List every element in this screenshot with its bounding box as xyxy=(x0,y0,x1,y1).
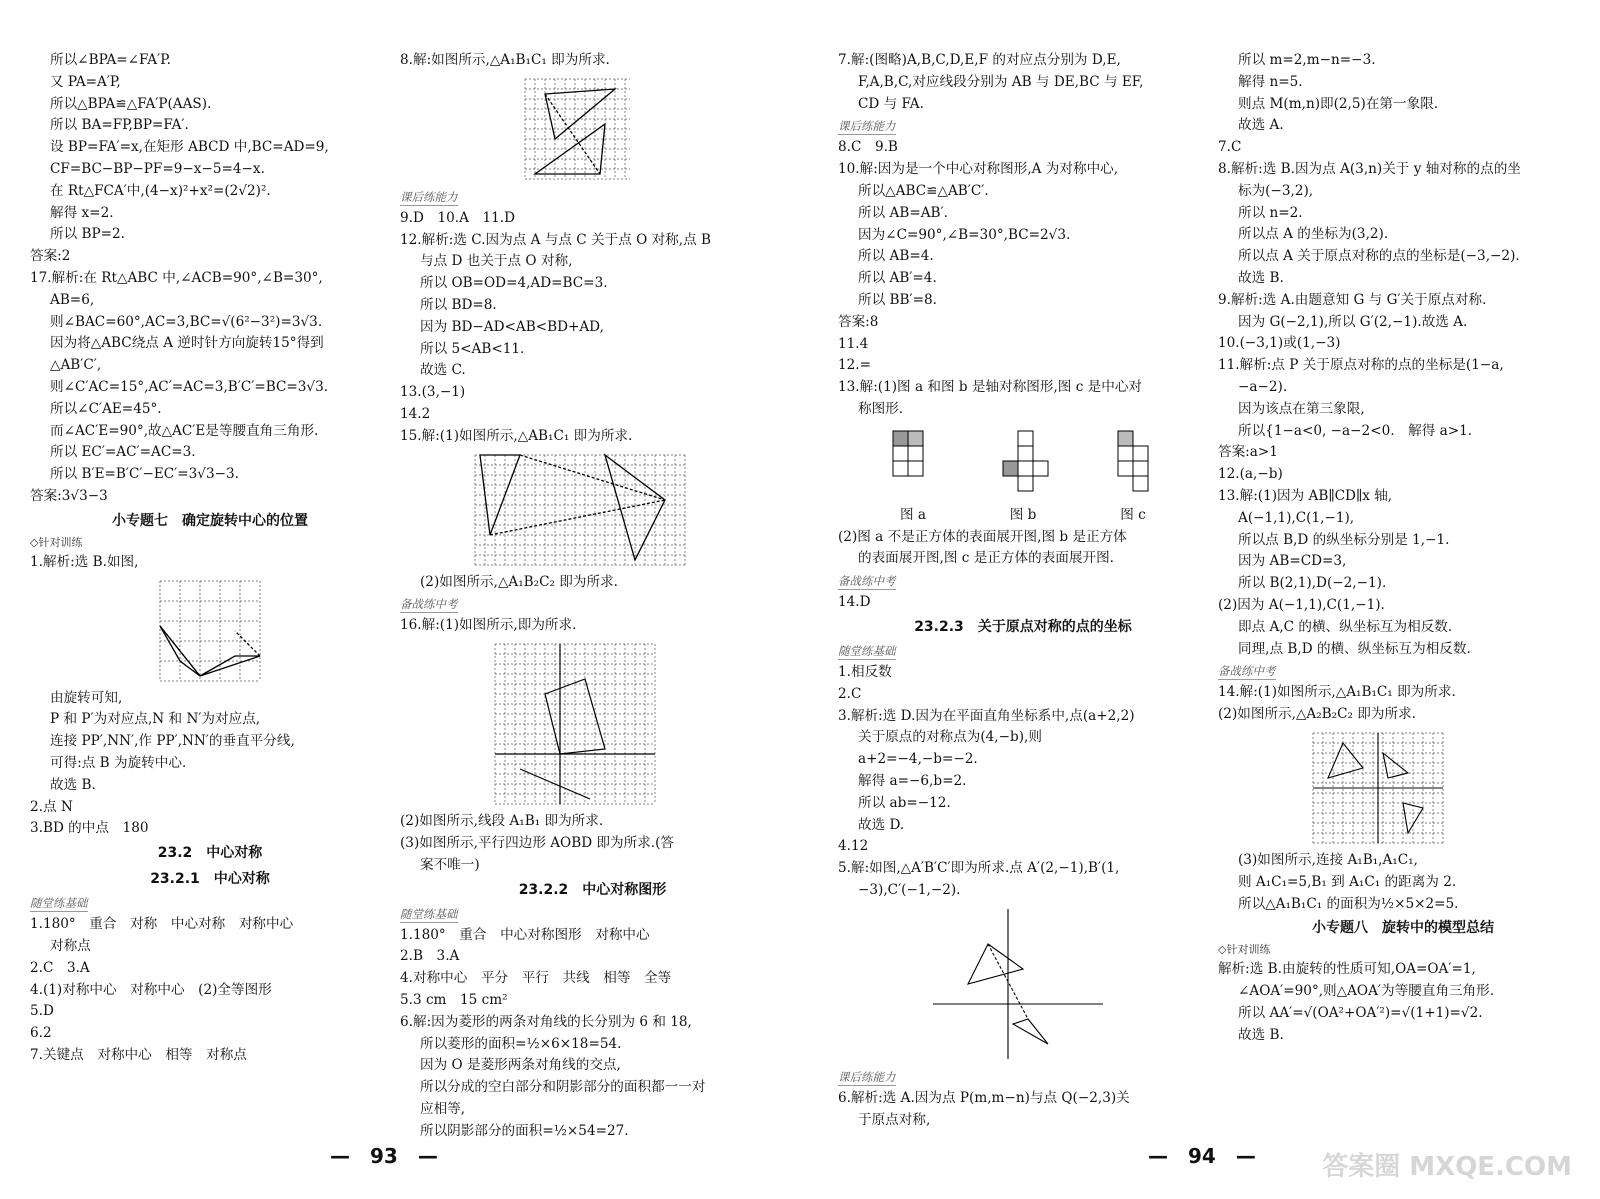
text-line: 3.解析:选 D.因为在平面直角坐标系中,点(a+2,2) xyxy=(838,707,1135,724)
watermark: 答案圈 MXQE.COM xyxy=(1322,1152,1572,1182)
text-line: 5.D xyxy=(30,1003,54,1020)
rotation-figure-15 xyxy=(470,450,690,570)
col3-lines-c xyxy=(838,527,1208,571)
text-line: 因为该点在第三象限, xyxy=(1238,400,1365,417)
q14-col3: 14.D xyxy=(838,594,871,611)
text-line: AB=6, xyxy=(50,291,95,308)
text-line: 所以 5<AB<11. xyxy=(420,340,525,357)
section-label-exam-4: 备战练中考 xyxy=(1218,664,1276,679)
rotation-center-figure xyxy=(150,576,290,686)
text-line: 12.解析:选 C.因为点 A 与点 C 关于点 O 对称,点 B xyxy=(400,231,711,248)
text-line: 所以点 A 关于原点对称的点的坐标是(−3,−2). xyxy=(1238,248,1520,265)
coordinate-figure-5 xyxy=(928,904,1108,1064)
text-line: 故选 B. xyxy=(50,776,96,793)
col2-lines-b xyxy=(400,811,785,876)
text-line: 6.解:因为菱形的两条对角线的长分别为 6 和 18, xyxy=(400,1013,692,1030)
col3-lines-a xyxy=(838,50,1208,115)
column-3 xyxy=(838,50,1208,1131)
text-line: 于原点对称, xyxy=(858,1111,931,1128)
text-line: 15.解:(1)如图所示,△AB₁C₁ 即为所求. xyxy=(400,427,633,444)
text-line: 所以阴影部分的面积=½×54=27. xyxy=(420,1122,629,1139)
text-line: 案不唯一) xyxy=(420,856,480,873)
text-line: 13.(3,−1) xyxy=(400,384,466,401)
text-line: a+2=−4,−b=−2. xyxy=(858,751,978,768)
text-line: 所以 n=2. xyxy=(1238,204,1303,221)
text-line: 2.C xyxy=(838,685,862,702)
cube-net-figures xyxy=(858,421,1188,527)
text-line: 所以 BB′=8. xyxy=(858,291,937,308)
text-line: 因为 O 是菱形两条对角线的交点, xyxy=(420,1057,621,1074)
text-line: 又 PA=A′P, xyxy=(50,73,121,90)
text-line: CF=BC−BP−PF=9−x−5=4−x. xyxy=(50,160,265,177)
text-line: 所以 AB=AB′. xyxy=(858,204,948,221)
text-line: 因为 BD−AD<AB<BD+AD, xyxy=(420,318,604,335)
text-line: 所以∠BPA=∠FA′P. xyxy=(50,52,171,68)
section-title-23-2-1: 23.2.1 中心对称 xyxy=(150,871,270,888)
text-line: 6.解析:选 A.因为点 P(m,m−n)与点 Q(−2,3)关 xyxy=(838,1089,1130,1106)
col3-lines-d xyxy=(838,662,1208,902)
text-line: 所以 AB=4. xyxy=(858,248,934,265)
text-line: 则 A₁C₁=5,B₁ 到 A₁C₁ 的距离为 2. xyxy=(1238,873,1457,890)
page-number-93: — 93 — xyxy=(330,1144,438,1168)
text-line: 所以 B(2,1),D(−2,−1). xyxy=(1238,575,1387,592)
text-line: (2)因为 A(−1,1),C(1,−1). xyxy=(1218,596,1385,613)
text-line: 所以{1−a<0, −a−2<0. 解得 a>1. xyxy=(1238,422,1473,439)
text-line: 8.解析:选 B.因为点 A(3,n)关于 y 轴对称的点的坐 xyxy=(1218,160,1521,177)
triangle-grid-figure-8 xyxy=(520,74,635,184)
text-line: 所以分成的空白部分和阴影部分的面积都一一对 xyxy=(420,1079,706,1096)
text-line: 所以 ab=−12. xyxy=(858,794,951,811)
page-number-94: — 94 — xyxy=(1148,1144,1256,1168)
cube-net-a xyxy=(873,421,953,501)
text-line: 所以 EC′=AC′=AC=3. xyxy=(50,444,196,461)
text-line: 14.2 xyxy=(400,405,431,422)
text-line: 因为将△ABC绕点 A 逆时针方向旋转15°得到 xyxy=(50,335,324,352)
text-line: (3)如图所示,平行四边形 AOBD 即为所求.(答 xyxy=(400,834,675,851)
col4-lines-b xyxy=(1218,682,1588,726)
text-line: −3),C′(−1,−2). xyxy=(858,881,961,898)
text-line: 9.解析:选 A.由题意知 G 与 G′关于原点对称. xyxy=(1218,291,1487,308)
column-2 xyxy=(400,50,785,1143)
text-line: 4.(1)对称中心 对称中心 (2)全等图形 xyxy=(30,981,272,998)
text-line: CD 与 FA. xyxy=(858,95,924,112)
text-line: 因为 AB=CD=3, xyxy=(1238,553,1347,570)
text-line: 标为(−3,2), xyxy=(1238,182,1314,199)
text-line: 解得 x=2. xyxy=(50,204,114,221)
q8-text: 8.解:如图所示,△A₁B₁C₁ 即为所求. xyxy=(400,52,610,68)
section-label-ability: 课后练能力 xyxy=(400,189,458,204)
text-line: 13.解:(1)图 a 和图 b 是轴对称图形,图 c 是中心对 xyxy=(838,379,1143,396)
text-line: 7.C xyxy=(1218,139,1242,156)
text-line: 2.点 N xyxy=(30,798,73,815)
col4-lines-d xyxy=(1218,959,1588,1046)
section-label-basic-3: 随堂练基础 xyxy=(838,643,896,658)
text-line: 所以 BP=2. xyxy=(50,226,126,243)
section-label-exam: 备战练中考 xyxy=(400,597,458,612)
text-line: 关于原点的对称点为(4,−b),则 xyxy=(858,729,1042,746)
figure-label-c: 图 c xyxy=(1120,506,1146,523)
text-line: 解析:选 B.由旋转的性质可知,OA=OA′=1, xyxy=(1218,961,1476,978)
text-line: 由旋转可知, xyxy=(50,689,123,706)
text-line: 12.= xyxy=(838,357,872,374)
text-line: 6.2 xyxy=(30,1025,52,1042)
text-line: 故选 D. xyxy=(858,816,905,833)
text-line: 而∠AC′E=90°,故△AC′E是等腰直角三角形. xyxy=(50,422,319,439)
text-line: 2.C 3.A xyxy=(30,959,90,976)
text-line: 所以△BPA≌△FA′P(AAS). xyxy=(50,95,212,112)
q16-text: 16.解:(1)如图所示,即为所求. xyxy=(400,617,577,634)
text-line: 所以 BD=8. xyxy=(420,296,497,313)
text-line: 所以△A₁B₁C₁ 的面积为½×5×2=5. xyxy=(1238,895,1459,912)
section-sub-8: ◇针对训练 xyxy=(1218,943,1271,957)
text-line: 所以 AA′=√(OA²+OA′²)=√(1+1)=√2. xyxy=(1238,1004,1483,1021)
section-title-7: 小专题七 确定旋转中心的位置 xyxy=(112,512,308,529)
text-line: 13.解:(1)因为 AB∥CD∥x 轴, xyxy=(1218,487,1393,504)
text-line: 在 Rt△FCA′中,(4−x)²+x²=(2√2)². xyxy=(50,182,271,199)
section-label-ability-4: 课后练能力 xyxy=(838,1069,896,1084)
col3-lines-b xyxy=(838,137,1208,420)
text-line: 解得 n=5. xyxy=(1238,73,1303,90)
text-line: 答案:8 xyxy=(838,313,879,330)
section-label-exam-3: 备战练中考 xyxy=(838,574,896,589)
section-sub-7: ◇针对训练 xyxy=(30,535,83,549)
text-line: △AB′C′, xyxy=(50,357,102,374)
text-line: ∠AOA′=90°,则△AOA′为等腰直角三角形. xyxy=(1238,983,1495,1000)
q15-part2: (2)如图所示,△A₁B₂C₂ 即为所求. xyxy=(420,573,618,590)
section-title-23-2-3: 23.2.3 关于原点对称的点的坐标 xyxy=(914,618,1132,635)
coordinate-figure-14 xyxy=(1308,728,1448,848)
text-line: 则∠BAC=60°,AC=3,BC=√(6²−3²)=3√3. xyxy=(50,313,323,330)
text-line: 所以点 B,D 的纵坐标分别是 1,−1. xyxy=(1238,531,1450,548)
text-line: 8.C 9.B xyxy=(838,139,898,156)
col1-lines-c xyxy=(30,914,390,1067)
text-line: 所以点 A 的坐标为(3,2). xyxy=(1238,226,1389,243)
text-line: 3.BD 的中点 180 xyxy=(30,820,149,837)
text-line: 因为∠C=90°,∠B=30°,BC=2√3. xyxy=(858,226,1071,243)
text-line: 因为 G(−2,1),所以 G′(2,−1).故选 A. xyxy=(1238,313,1468,330)
text-line: 的表面展开图,图 c 是正方体的表面展开图. xyxy=(858,550,1114,567)
text-line: 所以∠C′AE=45°. xyxy=(50,400,162,417)
text-line: 9.D 10.A 11.D xyxy=(400,209,516,226)
col2-lines-c xyxy=(400,925,785,1143)
text-line: 与点 D 也关于点 O 对称, xyxy=(420,253,573,270)
col3-lines-e xyxy=(838,1088,1208,1132)
text-line: 可得:点 B 为旋转中心. xyxy=(50,754,187,771)
section-title-23-2: 23.2 中心对称 xyxy=(157,845,263,862)
text-line: 故选 C. xyxy=(420,362,466,379)
section-label-basic-2: 随堂练基础 xyxy=(400,906,458,921)
text-line: (2)如图所示,线段 A₁B₁ 即为所求. xyxy=(400,813,604,830)
figure-label-b: 图 b xyxy=(1009,506,1037,523)
text-line: 2.B 3.A xyxy=(400,948,460,965)
col4-lines-a xyxy=(1218,50,1588,660)
col4-lines-c xyxy=(1218,850,1588,915)
text-line: 7.关键点 对称中心 相等 对称点 xyxy=(30,1046,247,1063)
text-line: 连接 PP′,NN′,作 PP′,NN′的垂直平分线, xyxy=(50,733,295,750)
text-line: 答案:2 xyxy=(30,248,71,265)
text-line: 5.3 cm 15 cm² xyxy=(400,991,508,1008)
col1-lines-b xyxy=(30,688,390,841)
section-title-23-2-2: 23.2.2 中心对称图形 xyxy=(518,881,667,898)
text-line: 1.相反数 xyxy=(838,663,892,680)
text-line: (2)如图所示,△A₂B₂C₂ 即为所求. xyxy=(1218,706,1416,723)
text-line: 设 BP=FA′=x,在矩形 ABCD 中,BC=AD=9, xyxy=(50,139,329,156)
cube-net-c xyxy=(1093,421,1173,501)
text-line: 17.解析:在 Rt△ABC 中,∠ACB=90°,∠B=30°, xyxy=(30,269,323,286)
text-line: 则点 M(m,n)即(2,5)在第一象限. xyxy=(1238,95,1439,112)
text-line: 7.解:(图略)A,B,C,D,E,F 的对应点分别为 D,E, xyxy=(838,52,1121,68)
text-line: 12.(a,−b) xyxy=(1218,466,1283,483)
col2-lines-a xyxy=(400,208,785,448)
text-line: 所以 m=2,m−n=−3. xyxy=(1238,52,1376,68)
coordinate-figure-16 xyxy=(490,639,660,809)
text-line: 11.4 xyxy=(838,335,869,352)
figure-label-a: 图 a xyxy=(899,506,927,523)
text-line: 故选 B. xyxy=(1238,269,1284,286)
col1-lines-a xyxy=(30,50,390,508)
text-line: 答案:a>1 xyxy=(1218,444,1278,461)
text-line: 1.180° 重合 中心对称图形 对称中心 xyxy=(400,926,650,943)
q1-text: 1.解析:选 B.如图, xyxy=(30,553,139,570)
text-line: 同理,点 B,D 的横、纵坐标互为相反数. xyxy=(1238,640,1471,657)
text-line: 应相等, xyxy=(420,1100,466,1117)
text-line: 10.解:因为是一个中心对称图形,A 为对称中心, xyxy=(838,161,1119,178)
text-line: (2)图 a 不是正方体的表面展开图,图 b 是正方体 xyxy=(838,528,1127,545)
text-line: (3)如图所示,连接 A₁B₁,A₁C₁, xyxy=(1238,851,1418,868)
text-line: 所以△ABC≌△AB′C′. xyxy=(858,182,989,199)
section-title-8: 小专题八 旋转中的模型总结 xyxy=(1312,920,1494,937)
text-line: 故选 A. xyxy=(1238,117,1284,134)
text-line: 对称点 xyxy=(50,937,91,954)
text-line: 则∠C′AC=15°,AC′=AC=3,B′C′=BC=3√3. xyxy=(50,378,329,395)
column-1 xyxy=(30,50,390,1067)
text-line: 所以 BA=FP,BP=FA′. xyxy=(50,117,189,134)
text-line: 所以 B′E=B′C′−EC′=3√3−3. xyxy=(50,466,239,483)
text-line: 解得 a=−6,b=2. xyxy=(858,772,967,789)
text-line: 1.180° 重合 对称 中心对称 对称中心 xyxy=(30,916,294,933)
text-line: 4.12 xyxy=(838,838,869,855)
text-line: 称图形. xyxy=(858,400,904,417)
text-line: P 和 P′为对应点,N 和 N′为对应点, xyxy=(50,711,261,728)
text-line: 所以 OB=OD=4,AD=BC=3. xyxy=(420,275,608,292)
text-line: 即点 A,C 的横、纵坐标互为相反数. xyxy=(1238,618,1453,635)
text-line: 5.解:如图,△A′B′C′即为所求.点 A′(2,−1),B′(1, xyxy=(838,860,1120,877)
text-line: 14.解:(1)如图所示,△A₁B₁C₁ 即为所求. xyxy=(1218,684,1456,701)
text-line: −a−2). xyxy=(1238,378,1288,395)
cube-net-b xyxy=(983,421,1063,501)
text-line: 所以菱形的面积=½×6×18=54. xyxy=(420,1035,622,1052)
text-line: F,A,B,C,对应线段分别为 AB 与 DE,BC 与 EF, xyxy=(858,73,1144,90)
column-4 xyxy=(1218,50,1588,1046)
text-line: 所以 AB′=4. xyxy=(858,270,937,287)
text-line: 10.(−3,1)或(1,−3) xyxy=(1218,335,1341,352)
section-label-ability-3: 课后练能力 xyxy=(838,119,896,134)
text-line: A(−1,1),C(1,−1), xyxy=(1238,509,1355,526)
text-line: 4.对称中心 平分 平行 共线 相等 全等 xyxy=(400,970,672,987)
section-label-basic: 随堂练基础 xyxy=(30,896,88,911)
text-line: 故选 B. xyxy=(1238,1026,1284,1043)
text-line: 答案:3√3−3 xyxy=(30,487,108,504)
text-line: 11.解析:点 P 关于原点对称的点的坐标是(1−a, xyxy=(1218,357,1504,374)
